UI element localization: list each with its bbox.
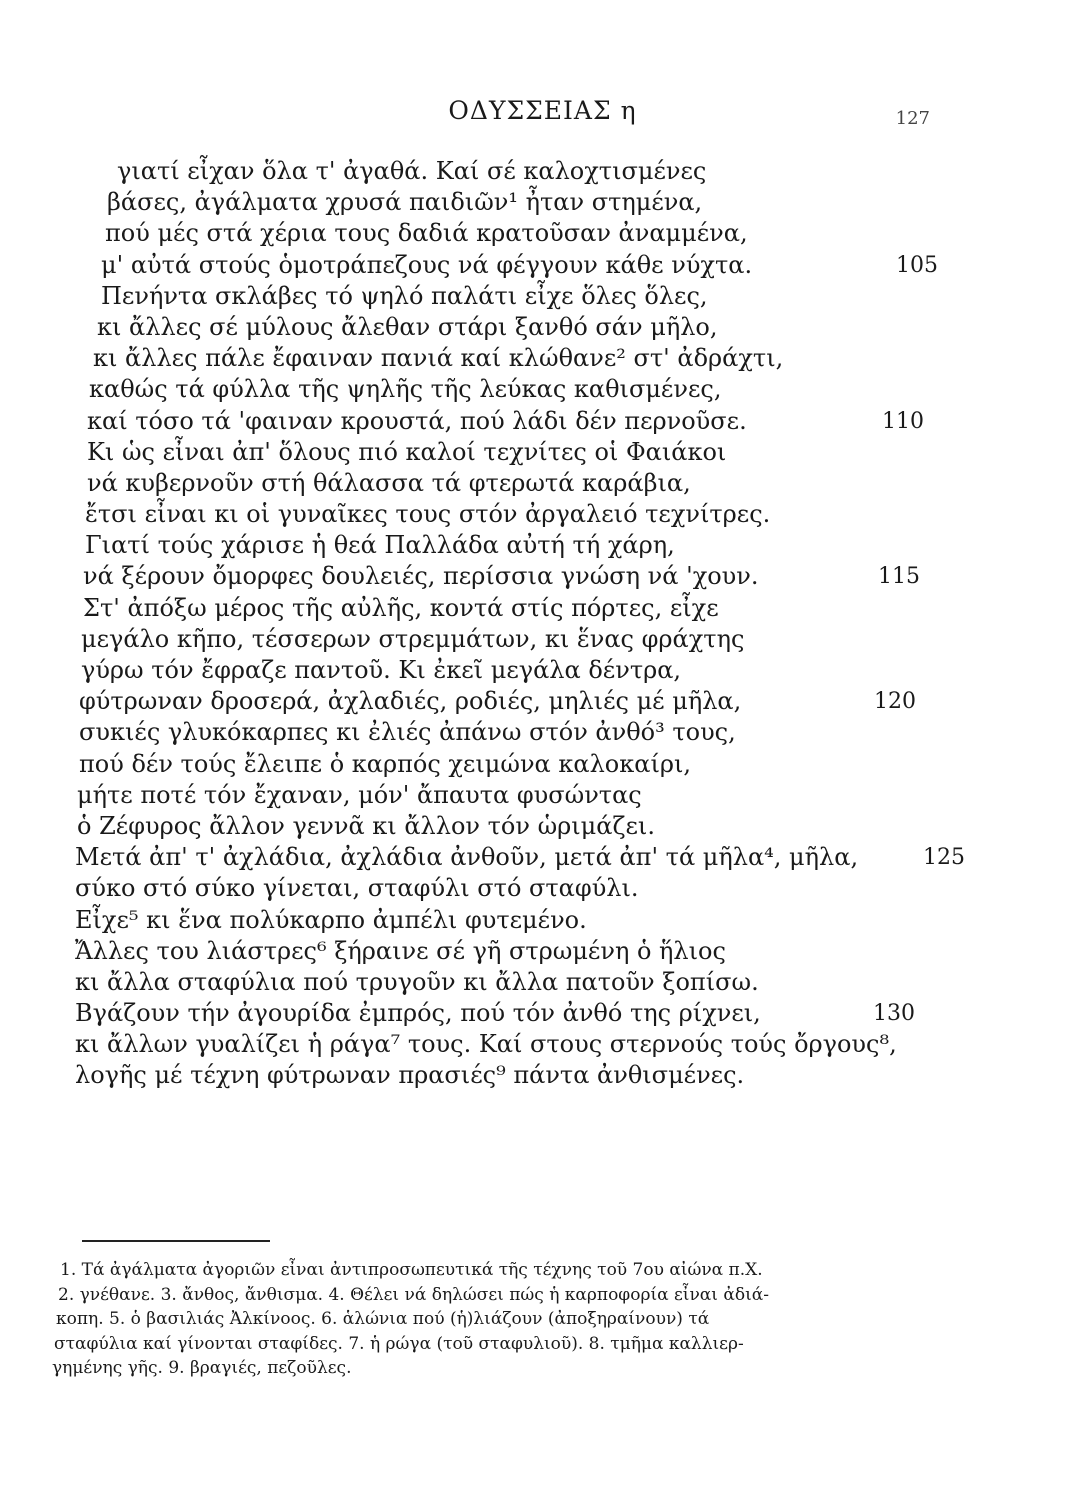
verse-line	[75, 998, 955, 1029]
line-number: 125	[923, 845, 965, 871]
line-number: 115	[878, 564, 920, 590]
poem-text	[75, 156, 965, 1092]
footnote-line: γημένης γῆς. 9. βραγιές, πεζοῦλες.	[52, 1358, 352, 1378]
verse-line	[79, 686, 955, 717]
verse-text: συκιές γλυκόκαρπες κι ἐλιές ἀπάνω στόν ἀνθό³ τους,	[79, 718, 736, 747]
verse-text: καθώς τά φύλλα τῆς ψηλῆς τῆς λεύκας καθισμένες,	[89, 375, 722, 404]
footnote-divider	[82, 1240, 270, 1242]
verse-text: σύκο στό σύκο γίνεται, σταφύλι στό σταφύλι.	[75, 874, 639, 903]
verse-text: κι ἄλλες πάλε ἔφαιναν πανιά καί κλώθανε² στ' ἀδράχτι,	[93, 344, 784, 373]
verse-line	[85, 499, 955, 530]
verse-line	[101, 281, 955, 312]
verse-line	[79, 749, 955, 780]
verse-text: βάσες, ἀγάλματα χρυσά παιδιῶν¹ ἦταν στημένα,	[107, 188, 703, 217]
verse-line	[97, 312, 955, 343]
verse-text: πού δέν τούς ἔλειπε ὁ καρπός χειμώνα καλοκαίρι,	[79, 749, 691, 778]
verse-line	[105, 218, 955, 249]
line-number: 130	[873, 1001, 915, 1027]
page-number: 127	[895, 108, 930, 129]
verse-line	[75, 1029, 955, 1060]
verse-text: κι ἄλλων γυαλίζει ἡ ράγα⁷ τους. Καί στους στερνούς τούς ὄργους⁸,	[75, 1030, 897, 1059]
line-number: 105	[896, 252, 938, 278]
verse-line	[75, 936, 955, 967]
running-title: ΟΔΥΣΣΕΙΑΣ η	[448, 96, 637, 125]
verse-text: Κι ὡς εἶναι ἀπ' ὅλους πιό καλοί τεχνίτες οἱ Φαιάκοι	[87, 437, 727, 466]
verse-text: κι ἄλλα σταφύλια πού τρυγοῦν κι ἄλλα πατοῦν ξοπίσω.	[75, 967, 759, 996]
verse-line	[75, 967, 955, 998]
verse-line	[75, 1060, 955, 1091]
verse-line	[89, 374, 955, 405]
footnotes	[52, 1258, 912, 1381]
verse-line	[75, 873, 955, 904]
verse-text: Γιατί τούς χάρισε ἡ θεά Παλλάδα αὐτή τή χάρη,	[85, 531, 675, 560]
verse-text: Μετά ἀπ' τ' ἀχλάδια, ἀχλάδια ἀνθοῦν, μετά ἀπ' τά μῆλα⁴, μῆλα,	[75, 843, 859, 872]
verse-line	[107, 187, 955, 218]
footnote-line: κοπη. 5. ὁ βασιλιάς Ἀλκίνοος. 6. ἁλώνια πού (ἡ)λιάζουν (ἀποξηραίνουν) τά	[56, 1309, 710, 1329]
verse-line	[87, 468, 955, 499]
verse-text: φύτρωναν δροσερά, ἀχλαδιές, ροδιές, μηλιές μέ μῆλα,	[79, 687, 742, 716]
verse-line	[79, 717, 955, 748]
verse-text: μ' αὐτά στούς ὁμοτράπεζους νά φέγγουν κάθε νύχτα.	[101, 250, 753, 279]
verse-text: καί τόσο τά 'φαιναν κρουστά, πού λάδι δέν περνοῦσε.	[87, 406, 747, 435]
verse-line	[77, 780, 955, 811]
verse-line	[87, 437, 955, 468]
footnote-line: 2. γνέθανε. 3. ἄνθος, ἄνθισμα. 4. Θέλει νά δηλώσει πώς ἡ καρποφορία εἶναι ἀδιά-	[58, 1284, 769, 1305]
line-number: 110	[882, 408, 924, 434]
verse-text: γύρω τόν ἔφραζε παντοῦ. Κι ἐκεῖ μεγάλα δέντρα,	[81, 656, 682, 684]
verse-text: πού μές στά χέρια τους δαδιά κρατοῦσαν ἀναμμένα,	[105, 219, 748, 248]
verse-line	[75, 842, 965, 873]
verse-line	[101, 250, 955, 281]
footnote-line: σταφύλια καί γίνονται σταφίδες. 7. ἡ ρώγα (τοῦ σταφυλιοῦ). 8. τμῆμα καλλιερ-	[54, 1333, 744, 1354]
verse-line	[83, 593, 955, 624]
verse-text: Βγάζουν τήν ἀγουρίδα ἐμπρός, πού τόν ἀνθό της ρίχνει,	[75, 999, 761, 1028]
verse-text: ὁ Ζέφυρος ἄλλον γεννᾶ κι ἄλλον τόν ὡριμάζει.	[77, 811, 655, 840]
verse-text: Εἶχε⁵ κι ἕνα πολύκαρπο ἀμπέλι φυτεμένο.	[75, 905, 587, 934]
verse-line	[81, 624, 955, 655]
footnote-line: 1. Τά ἀγάλματα ἀγοριῶν εἶναι ἀντιπροσωπευτικά τῆς τέχνης τοῦ 7ου αἰώνα π.Χ.	[60, 1260, 763, 1280]
verse-line	[75, 905, 955, 936]
verse-text: νά κυβερνοῦν στή θάλασσα τά φτερωτά καράβια,	[87, 468, 691, 497]
verse-text: μεγάλο κῆπο, τέσσερων στρεμμάτων, κι ἕνας φράχτης	[81, 624, 745, 653]
verse-text: κι ἄλλες σέ μύλους ἄλεθαν στάρι ξανθό σάν μῆλο,	[97, 312, 718, 341]
verse-text: Ἄλλες του λιάστρες⁶ ξήραινε σέ γῆ στρωμένη ὁ ἥλιος	[75, 936, 726, 965]
verse-text: Στ' ἀπόξω μέρος τῆς αὐλῆς, κοντά στίς πόρτες, εἶχε	[83, 593, 719, 622]
verse-text: γιατί εἶχαν ὅλα τ' ἀγαθά. Καί σέ καλοχτισμένες	[117, 157, 707, 185]
verse-line	[77, 811, 955, 842]
verse-text: λογῆς μέ τέχνη φύτρωναν πρασιές⁹ πάντα ἀνθισμένες.	[75, 1061, 745, 1090]
verse-line	[87, 406, 955, 437]
verse-line	[85, 530, 955, 561]
verse-line	[81, 655, 955, 686]
verse-line	[117, 156, 955, 187]
verse-text: μήτε ποτέ τόν ἔχαναν, μόν' ἄπαυτα φυσώντας	[77, 780, 642, 809]
verse-line	[83, 561, 955, 592]
verse-line	[93, 343, 955, 374]
verse-text: ἔτσι εἶναι κι οἱ γυναῖκες τους στόν ἀργαλειό τεχνίτρες.	[85, 500, 771, 529]
verse-text: νά ξέρουν ὄμορφες δουλειές, περίσσια γνώση νά 'χουν.	[83, 562, 759, 591]
verse-text: Πενήντα σκλάβες τό ψηλό παλάτι εἶχε ὅλες ὅλες,	[101, 281, 708, 310]
line-number: 120	[874, 689, 916, 715]
